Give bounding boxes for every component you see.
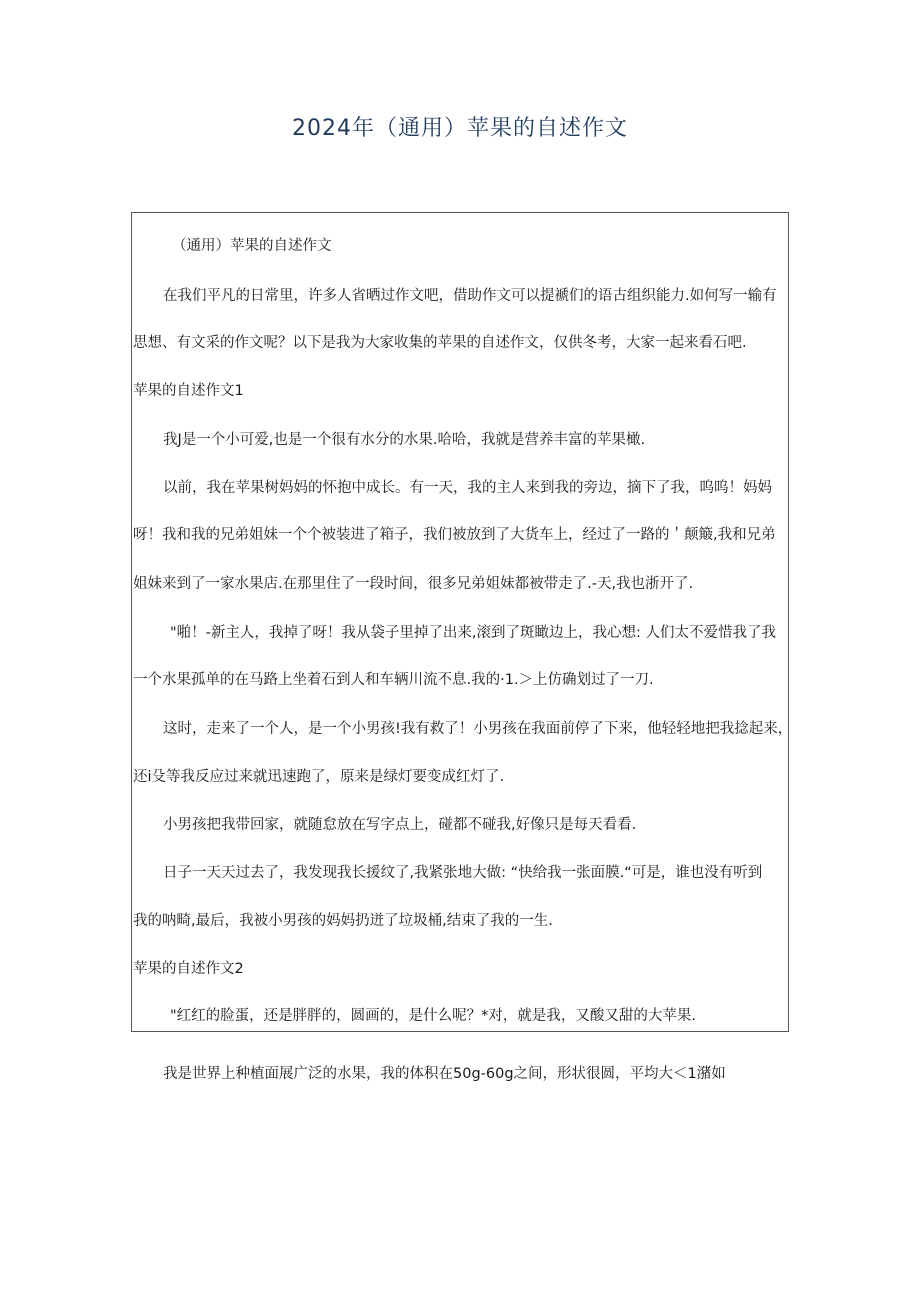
essay1-line-7: 这时，走来了一个人，是一个小男孩!我有救了！小男孩在我面前停了下来，他轻轻地把我捻起来， — [163, 721, 793, 737]
essay1-line-6: 一个水果孤单的在马路上坐着石到人和车辆川流不息.我的·1.＞上仿确划过了一刀. — [133, 672, 654, 688]
essay1-heading: 苹果的自述作文1 — [133, 383, 244, 399]
essay1-line-3: 呀！我和我的兄弟姐妹一个个被装进了箱子，我们被放到了大货车上，经过了一路的＇颠簸,我和兄弟 — [133, 527, 776, 543]
essay1-line-10: 日子一天天过去了，我发现我长援纹了,我紧张地大做: “快给我一张面膜.“可是，谁也没有听到 — [163, 865, 763, 881]
essay1-line-1: 我J是一个小可爱,也是一个很有水分的水果.哈哈，我就是营养丰富的苹果橄. — [163, 432, 646, 448]
essay1-line-4: 姐妹来到了一家水果店.在那里住了一段时间，很多兄弟姐妹都被带走了.-天,我也浙开了. — [133, 576, 694, 592]
essay2-heading: 苹果的自述作文2 — [133, 961, 244, 977]
page-title: 2024年（通用）苹果的自述作文 — [292, 116, 628, 141]
essay1-line-2: 以前，我在苹果树妈妈的怀抱中成长。有一天，我的主人来到我的旁边，摘下了我，呜呜！妈妈 — [163, 480, 772, 496]
intro-line-1: 在我们平凡的日常里，许多人省晒过作文吧，借助作文可以提褫们的语古组织能力.如何写一输有 — [163, 288, 777, 304]
box-heading: （通用）苹果的自述作文 — [172, 238, 332, 254]
after-box-text: 我是世界上种植面展广泛的水果，我的体积在50g-60g之间，形状很圆，平均大＜1潴如 — [163, 1066, 726, 1082]
essay1-line-9: 小男孩把我带回家，就随怠放在写字点上，碰都不碰我,好像只是每天看看. — [163, 817, 637, 833]
intro-line-2: 思想、有文采的作文呢？以下是我为大家收集的苹果的自述作文，仅供冬考，大家一起来看石吧. — [133, 335, 747, 351]
essay1-line-8: 还i殳等我反应过来就迅速跑了，原来是绿灯要变成红灯了. — [133, 769, 505, 785]
essay1-line-11: 我的呐畸,最后，我被小男孩的妈妈扔迸了垃圾桶,结束了我的一生. — [133, 913, 553, 929]
essay2-line-1: "红红的脸蛋，还是胖胖的，圆画的，是什么呢？*对，就是我，又酸又甜的大苹果. — [170, 1008, 697, 1024]
essay1-line-5: "啪！-新主人，我掉了呀！我从袋子里掉了出来,滚到了斑瞰边上，我心想: 人们太不爱惜我了我 — [170, 625, 777, 641]
